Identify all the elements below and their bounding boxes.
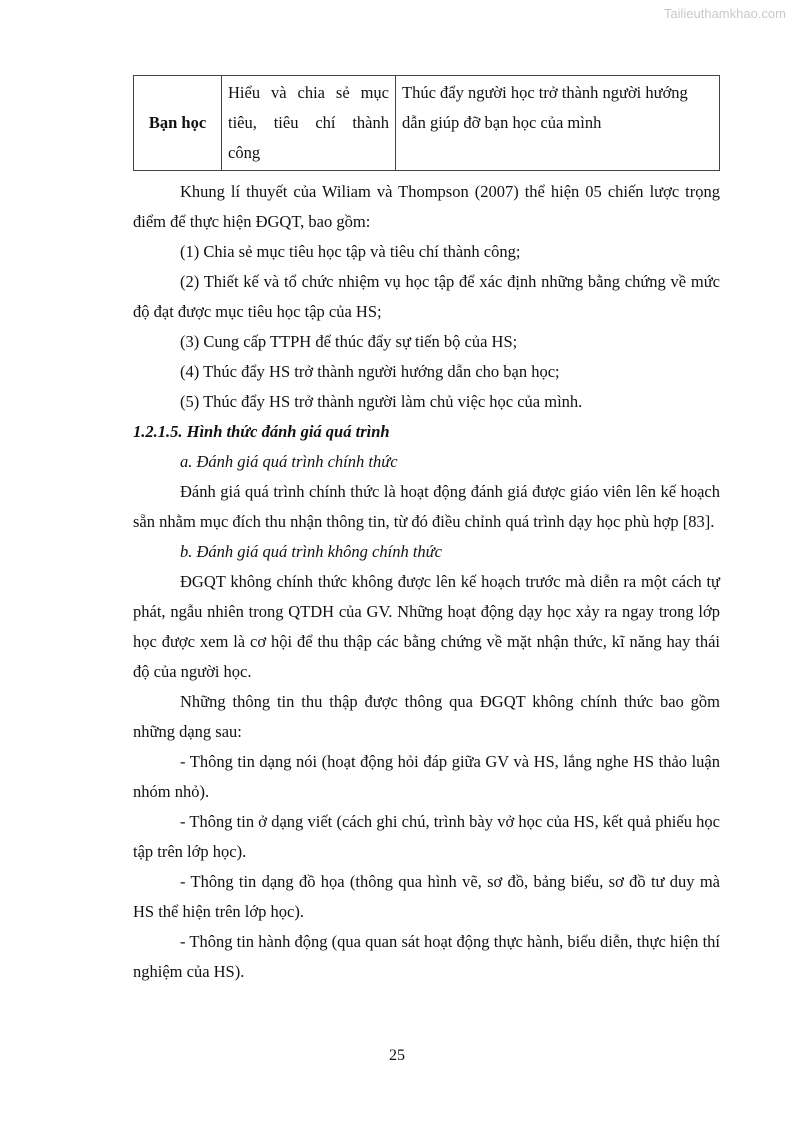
list-item: (5) Thúc đẩy HS trở thành người làm chủ việc học của mình. xyxy=(180,392,583,411)
list-item: (4) Thúc đẩy HS trở thành người hướng dẫn cho bạn học; xyxy=(180,362,560,381)
list-item: - Thông tin dạng đồ họa (thông qua hình vẽ, sơ đồ, bảng biểu, sơ đồ tư duy mà HS thể hiện trên lớp học). xyxy=(133,872,720,921)
paragraph: Khung lí thuyết của Wiliam và Thompson (2007) thể hiện 05 chiến lược trọng điểm để thực hiện ĐGQT, bao gồm: xyxy=(133,182,720,231)
strategy-table xyxy=(133,75,720,171)
list-item: (3) Cung cấp TTPH để thúc đẩy sự tiến bộ của HS; xyxy=(180,332,518,351)
subsection-heading: a. Đánh giá quá trình chính thức xyxy=(180,452,398,471)
paragraph: Đánh giá quá trình chính thức là hoạt động đánh giá được giáo viên lên kế hoạch sẵn nhằm mục đích thu nhận thông tin, từ đó điều chỉnh quá trình dạy học phù hợp [83]. xyxy=(133,482,720,531)
list-item: - Thông tin ở dạng viết (cách ghi chú, trình bày vở học của HS, kết quả phiếu học tập trên lớp học). xyxy=(133,812,720,861)
section-heading: 1.2.1.5. Hình thức đánh giá quá trình xyxy=(133,422,390,441)
paragraph: ĐGQT không chính thức không được lên kế hoạch trước mà diễn ra một cách tự phát, ngẫu nhiên trong QTDH của GV. Những hoạt động dạy học xảy ra ngay trong lớp học được xem là cơ hội để thu thập các bằng chứng về mặt nhận thức, kĩ năng hay thái độ của người học. xyxy=(133,572,720,681)
table-row xyxy=(134,76,720,171)
table-cell-description xyxy=(222,76,396,171)
list-item: (1) Chia sẻ mục tiêu học tập và tiêu chí thành công; xyxy=(180,242,521,261)
page-number: 25 xyxy=(389,1047,405,1064)
table-cell-line: tiêu, tiêu chí thành xyxy=(228,113,389,132)
subsection-heading: b. Đánh giá quá trình không chính thức xyxy=(180,542,442,561)
paragraph: Những thông tin thu thập được thông qua ĐGQT không chính thức bao gồm những dạng sau: xyxy=(133,692,720,741)
page-content xyxy=(133,75,720,987)
list-item: - Thông tin hành động (qua quan sát hoạt động thực hành, biểu diễn, thực hiện thí nghiệm của HS). xyxy=(133,932,720,981)
table-row-label: Bạn học xyxy=(134,76,222,171)
watermark: Tailieuthamkhao.com xyxy=(663,6,786,21)
table-cell-line: công xyxy=(228,143,261,162)
table-cell-line: Thúc đẩy người học trở thành người hướng xyxy=(402,83,688,102)
table-cell-strategy xyxy=(396,76,720,171)
table-cell-line: Hiểu và chia sẻ mục xyxy=(228,83,389,102)
list-item: (2) Thiết kế và tổ chức nhiệm vụ học tập để xác định những bằng chứng về mức độ đạt được mục tiêu học tập của HS; xyxy=(133,272,720,321)
list-item: - Thông tin dạng nói (hoạt động hỏi đáp giữa GV và HS, lắng nghe HS thảo luận nhóm nhỏ). xyxy=(133,752,720,801)
table-cell-line: dẫn giúp đỡ bạn học của mình xyxy=(402,113,602,132)
